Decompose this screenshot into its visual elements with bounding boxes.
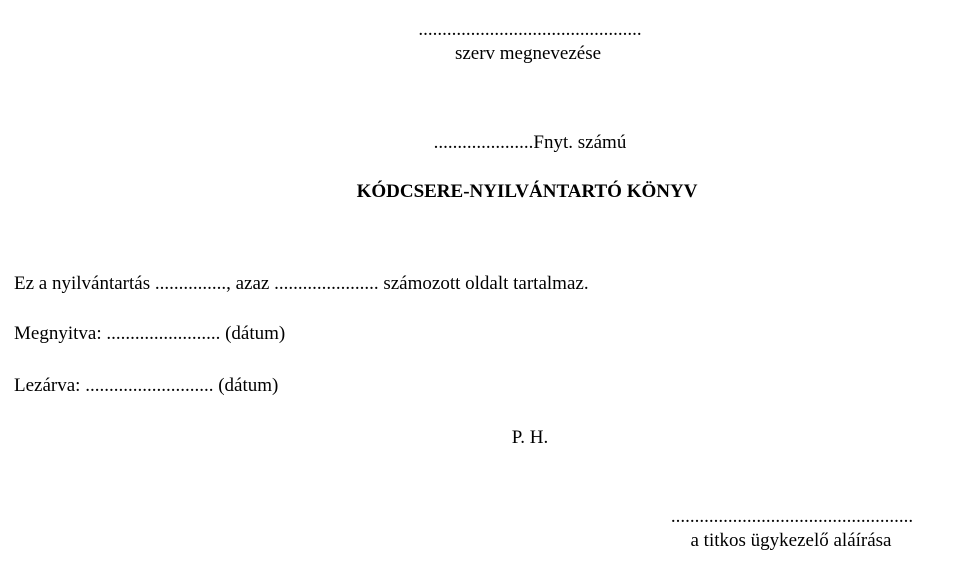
- org-name-label: szerv megnevezése: [454, 43, 602, 64]
- opened-date-line: Megnyitva: ........................ (dátum): [14, 323, 286, 344]
- document-title: KÓDCSERE-NYILVÁNTARTÓ KÖNYV: [356, 181, 698, 202]
- closed-date-line: Lezárva: ........................... (dátum): [14, 375, 279, 396]
- stamp-placeholder: P. H.: [511, 427, 549, 448]
- fnyt-number-line: .....................Fnyt. számú: [433, 132, 627, 153]
- page-count-line: Ez a nyilvántartás ..............., azaz ...................... számozott oldalt tartalmaz.: [14, 273, 589, 294]
- signature-label: a titkos ügykezelő aláírása: [690, 530, 892, 551]
- org-name-blank: ...............................................: [418, 19, 642, 40]
- signature-blank: ...................................................: [670, 506, 914, 527]
